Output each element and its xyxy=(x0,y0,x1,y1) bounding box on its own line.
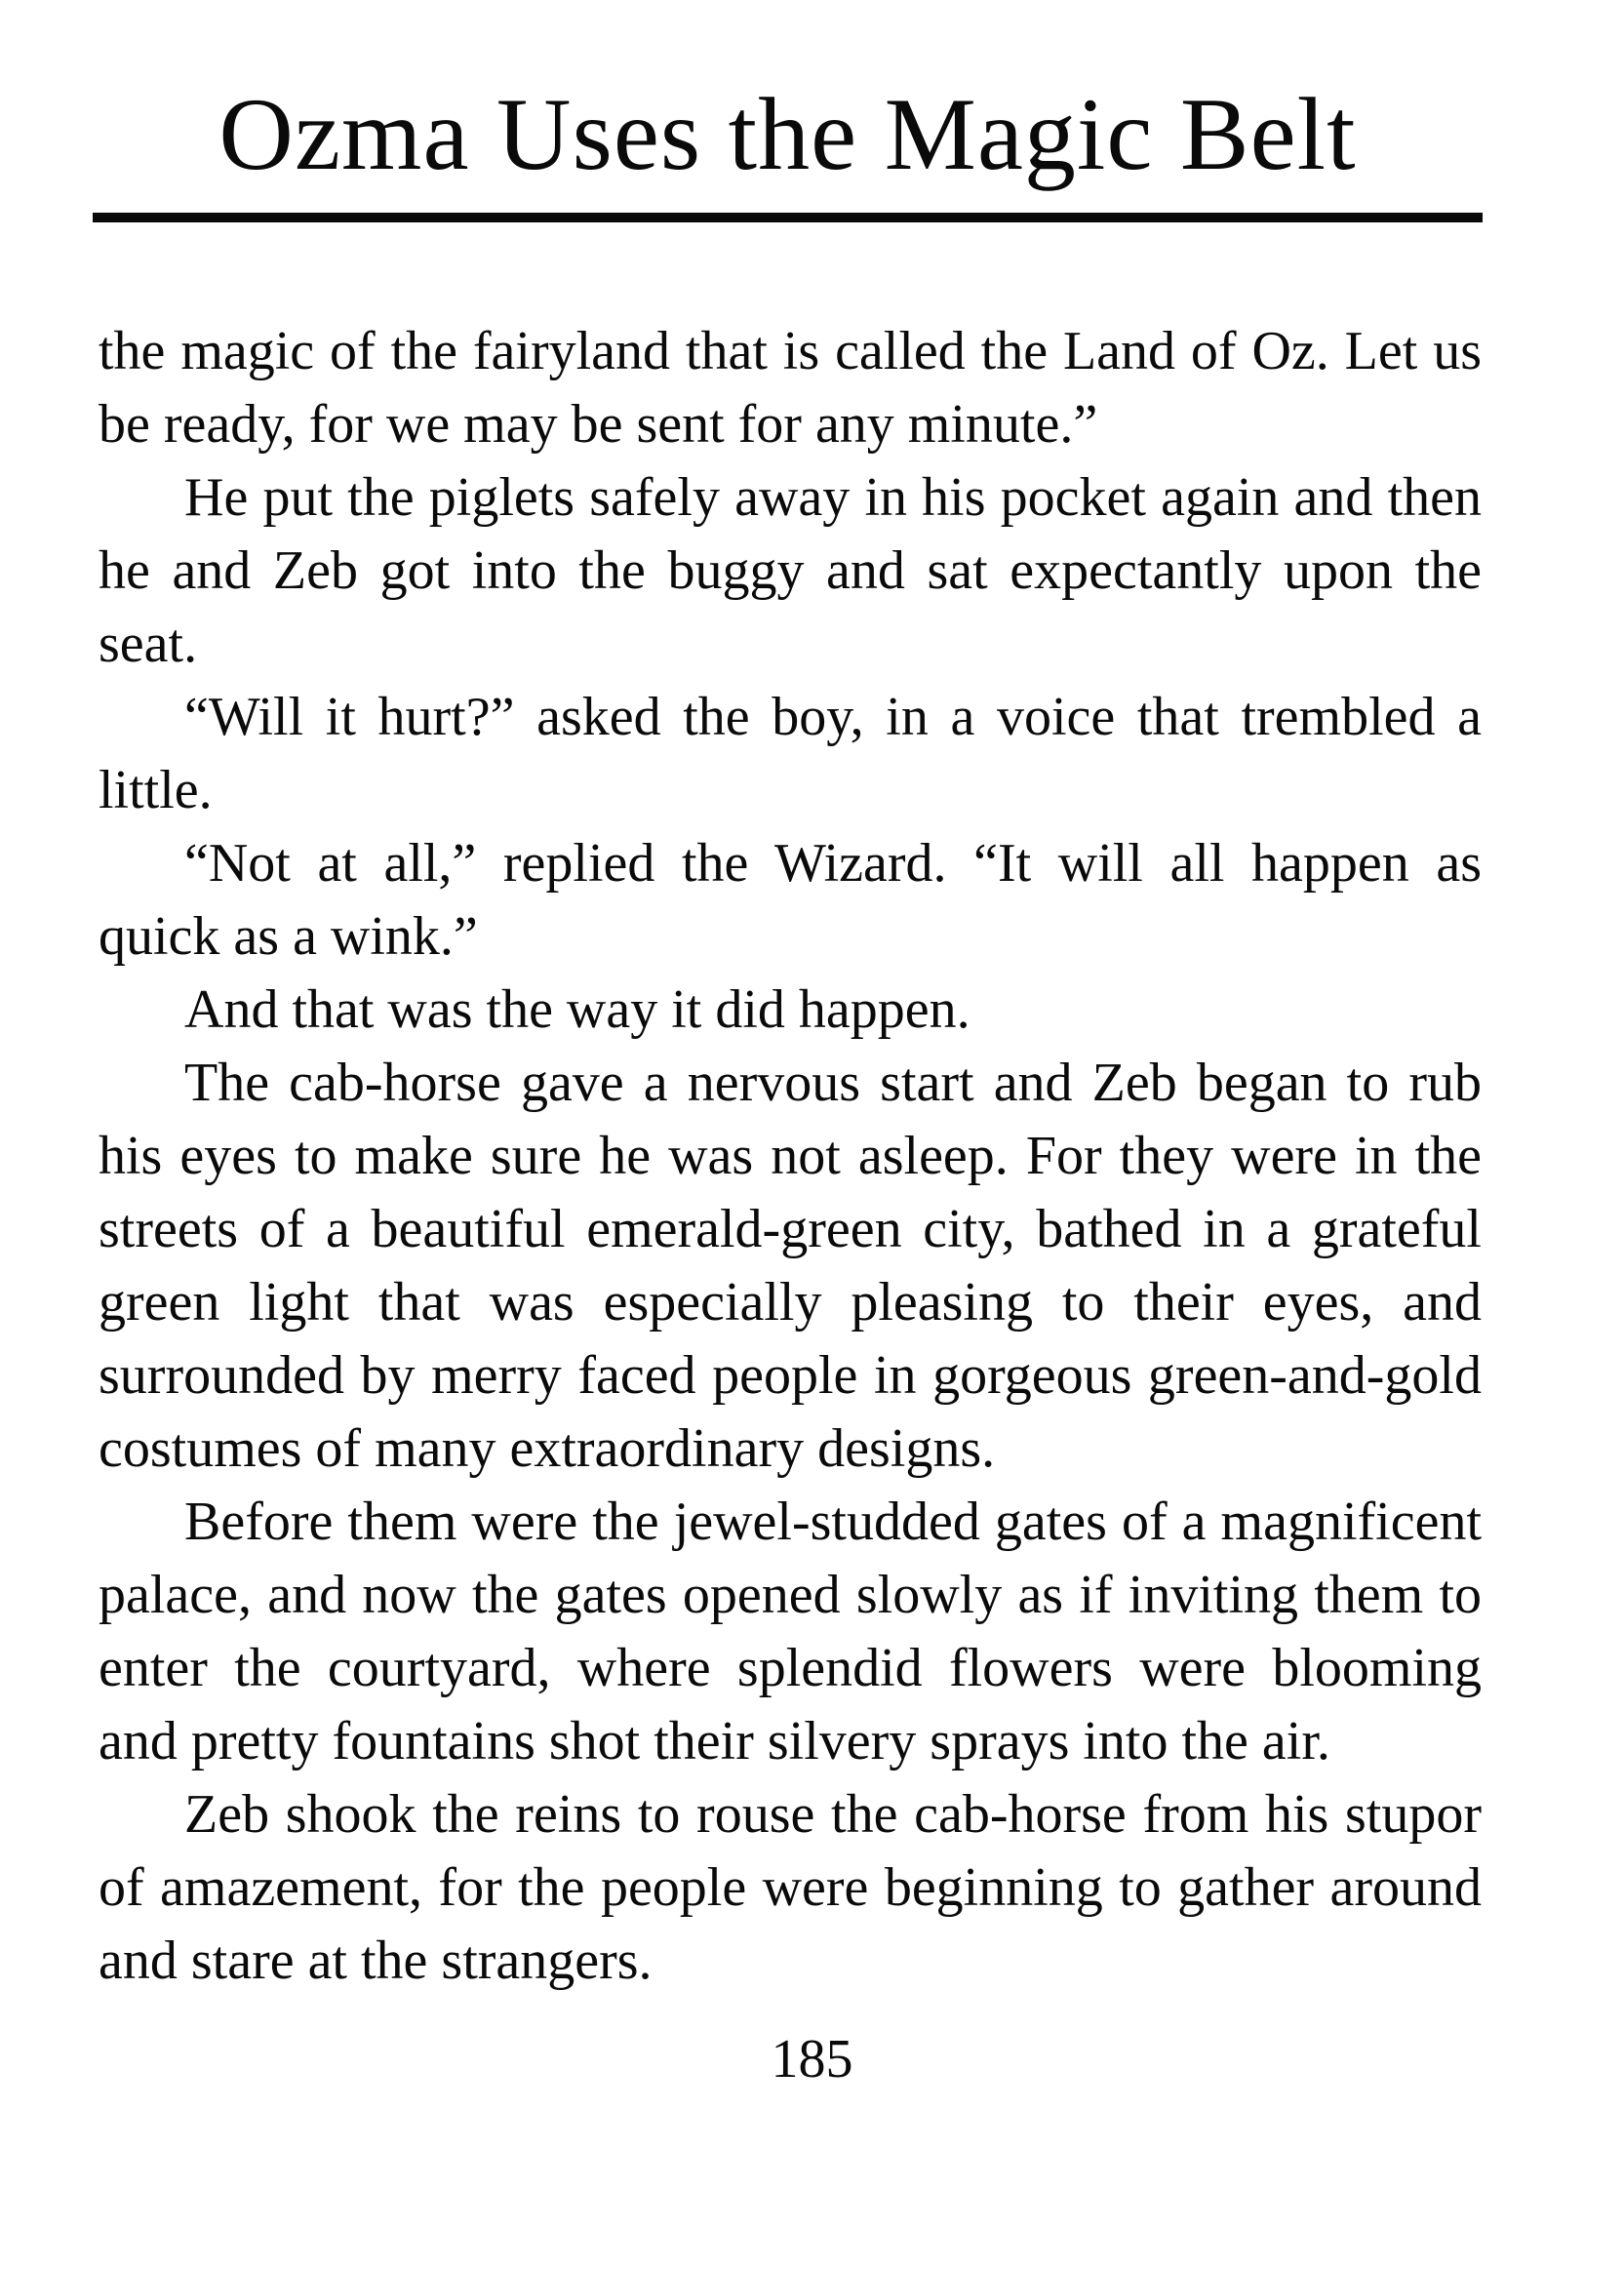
paragraph: He put the piglets safely away in his pocket again and then he and Zeb got into the buggy and sat expectantly upon the seat. xyxy=(99,467,1482,674)
paragraph: Zeb shook the reins to rouse the cab-horse from his stupor of amazement, for the people were beginning to gather around and stare at the strangers. xyxy=(99,1784,1482,1991)
paragraph: “Will it hurt?” asked the boy, in a voice that trembled a little. xyxy=(99,687,1482,820)
paragraph: The cab-horse gave a nervous start and Zeb began to rub his eyes to make sure he was not asleep. For they were in the streets of a beautiful emerald-green city, bathed in a grateful green light that was especially pleasing to their eyes, and surrounded by merry faced people in gorgeous green-and-gold costumes of many extraordinary designs. xyxy=(99,1053,1482,1479)
paragraph: “Not at all,” replied the Wizard. “It will all happen as quick as a wink.” xyxy=(99,833,1482,967)
header-rule xyxy=(93,213,1483,222)
paragraph: And that was the way it did happen. xyxy=(184,979,970,1040)
page-number: 185 xyxy=(771,2029,853,2090)
running-head: Ozma Uses the Magic Belt xyxy=(218,77,1357,191)
body-text xyxy=(99,315,1482,1998)
paragraph: Before them were the jewel-studded gates of a magnificent palace, and now the gates opened slowly as if inviting them to enter the courtyard, where splendid flowers were blooming and pretty fountains shot their silvery sprays into the air. xyxy=(99,1492,1482,1771)
paragraph: the magic of the fairyland that is called the Land of Oz. Let us be ready, for we may be sent for any minute.” xyxy=(99,321,1482,455)
